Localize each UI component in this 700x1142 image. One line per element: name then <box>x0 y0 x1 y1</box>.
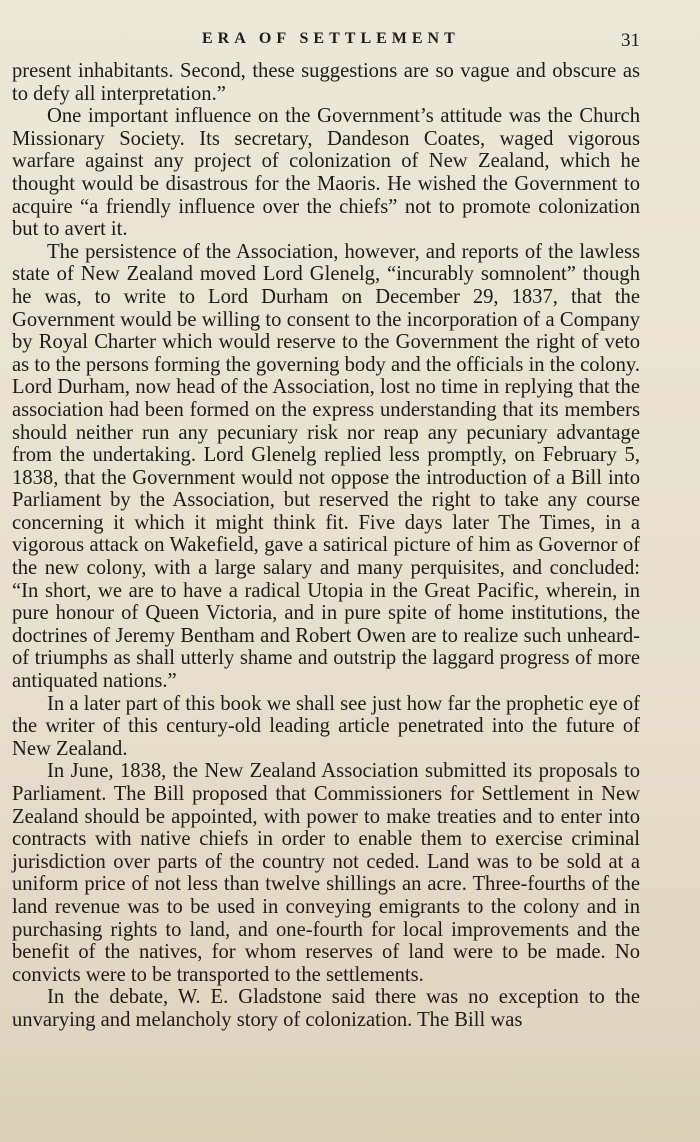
running-head: ERA OF SETTLEMENT <box>202 30 460 47</box>
paragraph: In the debate, W. E. Gladstone said there was no exception to the unvarying and melancholy story of colonization. The Bill was <box>12 986 640 1031</box>
page-header <box>12 30 640 54</box>
page-number: 31 <box>621 30 640 51</box>
paragraph: In a later part of this book we shall see just how far the prophetic eye of the writer of this century-old leading article penetrated into the future of New Zealand. <box>12 692 640 760</box>
paragraph: In June, 1838, the New Zealand Association submitted its proposals to Parliament. The Bill proposed that Commissioners for Settlement in New Zealand should be appointed, with power to make treaties and to enter into contracts with native chiefs in order to enable them to exercise criminal jurisdiction over parts of the country not ceded. Land was to be sold at a uniform price of not less than twelve shillings an acre. Three-fourths of the land revenue was to be used in conveying emigrants to the colony and in purchasing rights to land, and one-fourth for local improvements and the benefit of the natives, for whom reserves of land were to be made. No convicts were to be transported to the settlements. <box>12 760 640 986</box>
paragraph: One important influence on the Government’s attitude was the Church Missionary Society. Its secretary, Dandeson Coates, waged vigorous warfare against any project of colonization of New Zealand, which he thought would be disastrous for the Maoris. He wished the Government to acquire “a friendly influence over the chiefs” not to promote colonization but to avert it. <box>12 105 640 241</box>
body-text <box>12 60 640 1032</box>
page-bottom-shade <box>0 1047 700 1142</box>
paragraph: The persistence of the Association, however, and reports of the lawless state of New Zealand moved Lord Glenelg, “incurably somnolent” though he was, to write to Lord Durham on December 29, 1837, that the Government would be willing to consent to the incorporation of a Company by Royal Charter which would reserve to the Government the right of veto as to the persons forming the governing body and the officials in the colony. Lord Durham, now head of the Association, lost no time in replying that the association had been formed on the express understanding that its members should neither run any pecuniary risk nor reap any pecuniary advantage from the undertaking. Lord Glenelg replied less promptly, on February 5, 1838, that the Government would not oppose the introduction of a Bill into Parliament by the Association, but reserved the right to take any course concerning it which it might think fit. Five days later The Times, in a vigorous attack on Wakefield, gave a satirical picture of him as Governor of the new colony, with a large salary and many perquisites, and concluded: “In short, we are to have a radical Utopia in the Great Pacific, wherein, in pure honour of Queen Victoria, and in pure spite of home institutions, the doctrines of Jeremy Bentham and Robert Owen are to realize such unheard-of triumphs as shall utterly shame and outstrip the laggard progress of more antiquated nations.” <box>12 240 640 693</box>
paragraph: present inhabitants. Second, these suggestions are so vague and obscure as to defy all interpretation.” <box>12 60 640 105</box>
